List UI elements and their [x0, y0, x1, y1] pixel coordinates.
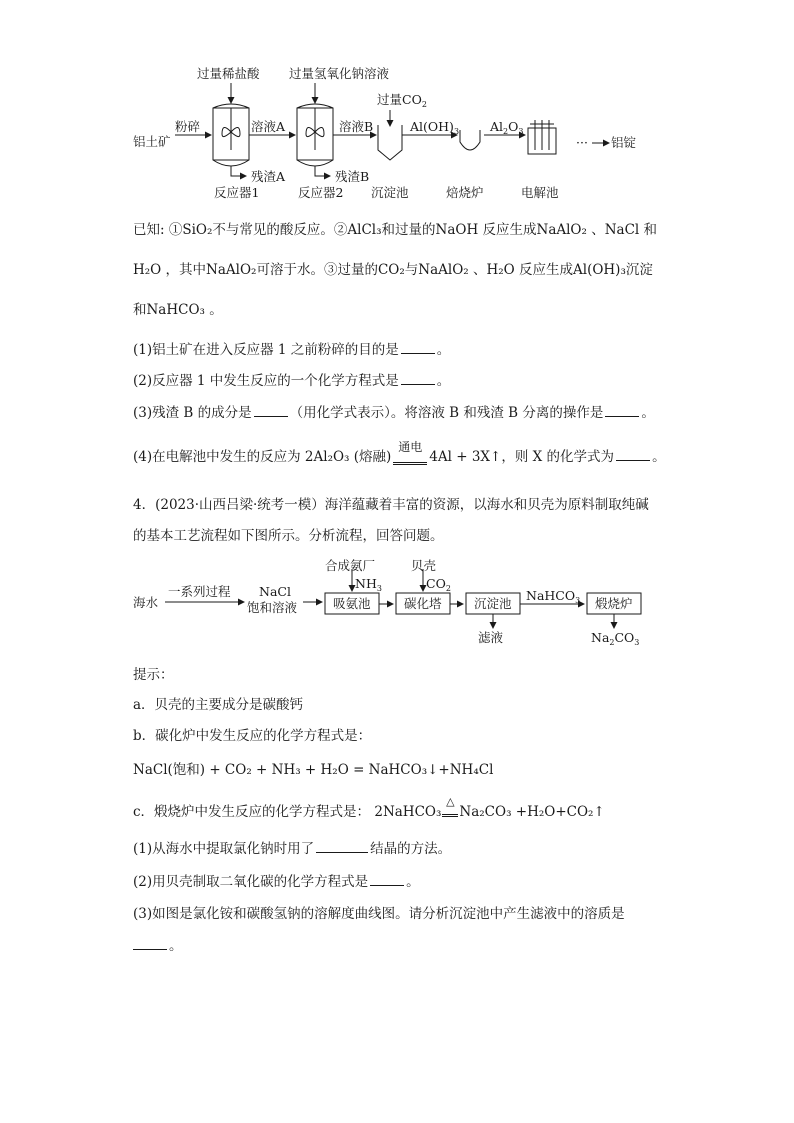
known-line-2: H₂O ，其中NaAlO₂可溶于水。③过量的CO₂与NaAlO₂ 、H₂O 反应生成Al(OH)₃沉淀	[133, 262, 653, 278]
reagent-naoh: 过量氢氧化钠溶液	[289, 66, 390, 81]
known-line-1: 已知: ①SiO₂不与常见的酸反应。②AlCl₃和过量的NaOH 反应生成NaAlO₂ 、NaCl 和	[133, 222, 658, 238]
aloh3-label: $Al(OH)_3$	[410, 119, 460, 136]
hint-c: c．煅烧炉中发生反应的化学方程式是： 2NaHCO₃△Na₂CO₃ +H₂O+CO₂↑	[133, 795, 605, 820]
ammonia-plant: 合成氨厂	[325, 558, 376, 573]
carbon-label: 碳化塔	[404, 596, 442, 611]
settling-label: 沉淀池	[371, 185, 409, 200]
na2co3-label: $Na_2CO_3$	[591, 630, 640, 647]
co2-label: 过量$CO_2$	[377, 92, 427, 109]
hint-b: b．碳化炉中发生反应的化学方程式是：	[133, 728, 372, 744]
input-bauxite: 铝土矿	[133, 134, 171, 149]
co2-flow-label: $CO_2$	[426, 576, 451, 593]
hint-b-equation: NaCl(饱和) + CO₂ + NH₃ + H₂O = NaHCO₃↓+NH₄Cl	[133, 762, 494, 778]
settle-label: 沉淀池	[474, 596, 512, 611]
problem4-line-2: 的基本工艺流程如下图所示。分析流程，回答问题。	[133, 528, 444, 544]
hints-title: 提示：	[133, 667, 174, 683]
solution-b-label: 溶液B	[339, 119, 374, 134]
bauxite-flow-diagram	[0, 0, 794, 215]
q4-3-answer: 。	[133, 934, 183, 954]
furnace	[460, 130, 480, 150]
seawater-label: 海水	[133, 595, 159, 610]
nacl-label: NaCl	[259, 584, 291, 599]
output-ingot: 铝锭	[611, 135, 637, 150]
shell-label: 贝壳	[411, 558, 437, 573]
dots: ···	[576, 135, 588, 150]
reactor2-label: 反应器2	[298, 185, 344, 200]
crush-label: 粉碎	[175, 119, 201, 134]
furnace-label: 焙烧炉	[446, 185, 484, 200]
process-label: 一系列过程	[168, 584, 231, 599]
residue-a-label: 残渣A	[251, 169, 286, 184]
settling-tank	[378, 125, 402, 160]
hint-a: a．贝壳的主要成分是碳酸钙	[133, 697, 304, 713]
q3-3: (3)残渣 B 的成分是 （用化学式表示）。将溶液 B 和残渣 B 分离的操作是 。	[133, 405, 655, 421]
al2o3-label: $Al_2O_3$	[490, 119, 524, 136]
nh3-label: $NH_3$	[355, 576, 382, 593]
solution-a-label: 溶液A	[251, 119, 286, 134]
reactor1-label: 反应器1	[214, 185, 260, 200]
q4-1: (1)从海水中提取氯化钠时用了 结晶的方法。	[133, 841, 452, 857]
reagent-hcl: 过量稀盐酸	[197, 66, 260, 81]
q4-3: (3)如图是氯化铵和碳酸氢钠的溶解度曲线图。请分析沉淀池中产生滤液中的溶质是	[133, 906, 625, 922]
problem4-line-1: 4．(2023·山西吕梁·统考一模）海洋蕴藏着丰富的资源，以海水和贝壳为原料制取纯碱	[133, 497, 649, 513]
absorb-label: 吸氨池	[333, 596, 371, 611]
residue-b-label: 残渣B	[335, 169, 370, 184]
q4-2: (2)用贝壳制取二氧化碳的化学方程式是 。	[133, 874, 420, 890]
calcine-label: 煅烧炉	[595, 596, 633, 611]
filtrate-label: 滤液	[478, 630, 504, 645]
electrify-condition: 通电	[398, 440, 423, 454]
nahco3-label: NaHCO$_3$	[526, 588, 581, 605]
q3-2: (2)反应器 1 中发生反应的一个化学方程式是 。	[133, 373, 451, 389]
heat-condition: △	[446, 795, 455, 808]
soda-flow-diagram	[0, 552, 794, 652]
saturated-label: 饱和溶液	[247, 600, 298, 615]
electrolysis-label: 电解池	[521, 185, 559, 200]
q3-4: (4)在电解池中发生的反应为 2Al₂O₃ (熔融)通电4Al + 3X↑，则 X 的化学式为 。	[133, 440, 666, 465]
q3-1: (1)铝土矿在进入反应器 1 之前粉碎的目的是 。	[133, 342, 451, 358]
known-line-3: 和NaHCO₃ 。	[133, 302, 223, 318]
